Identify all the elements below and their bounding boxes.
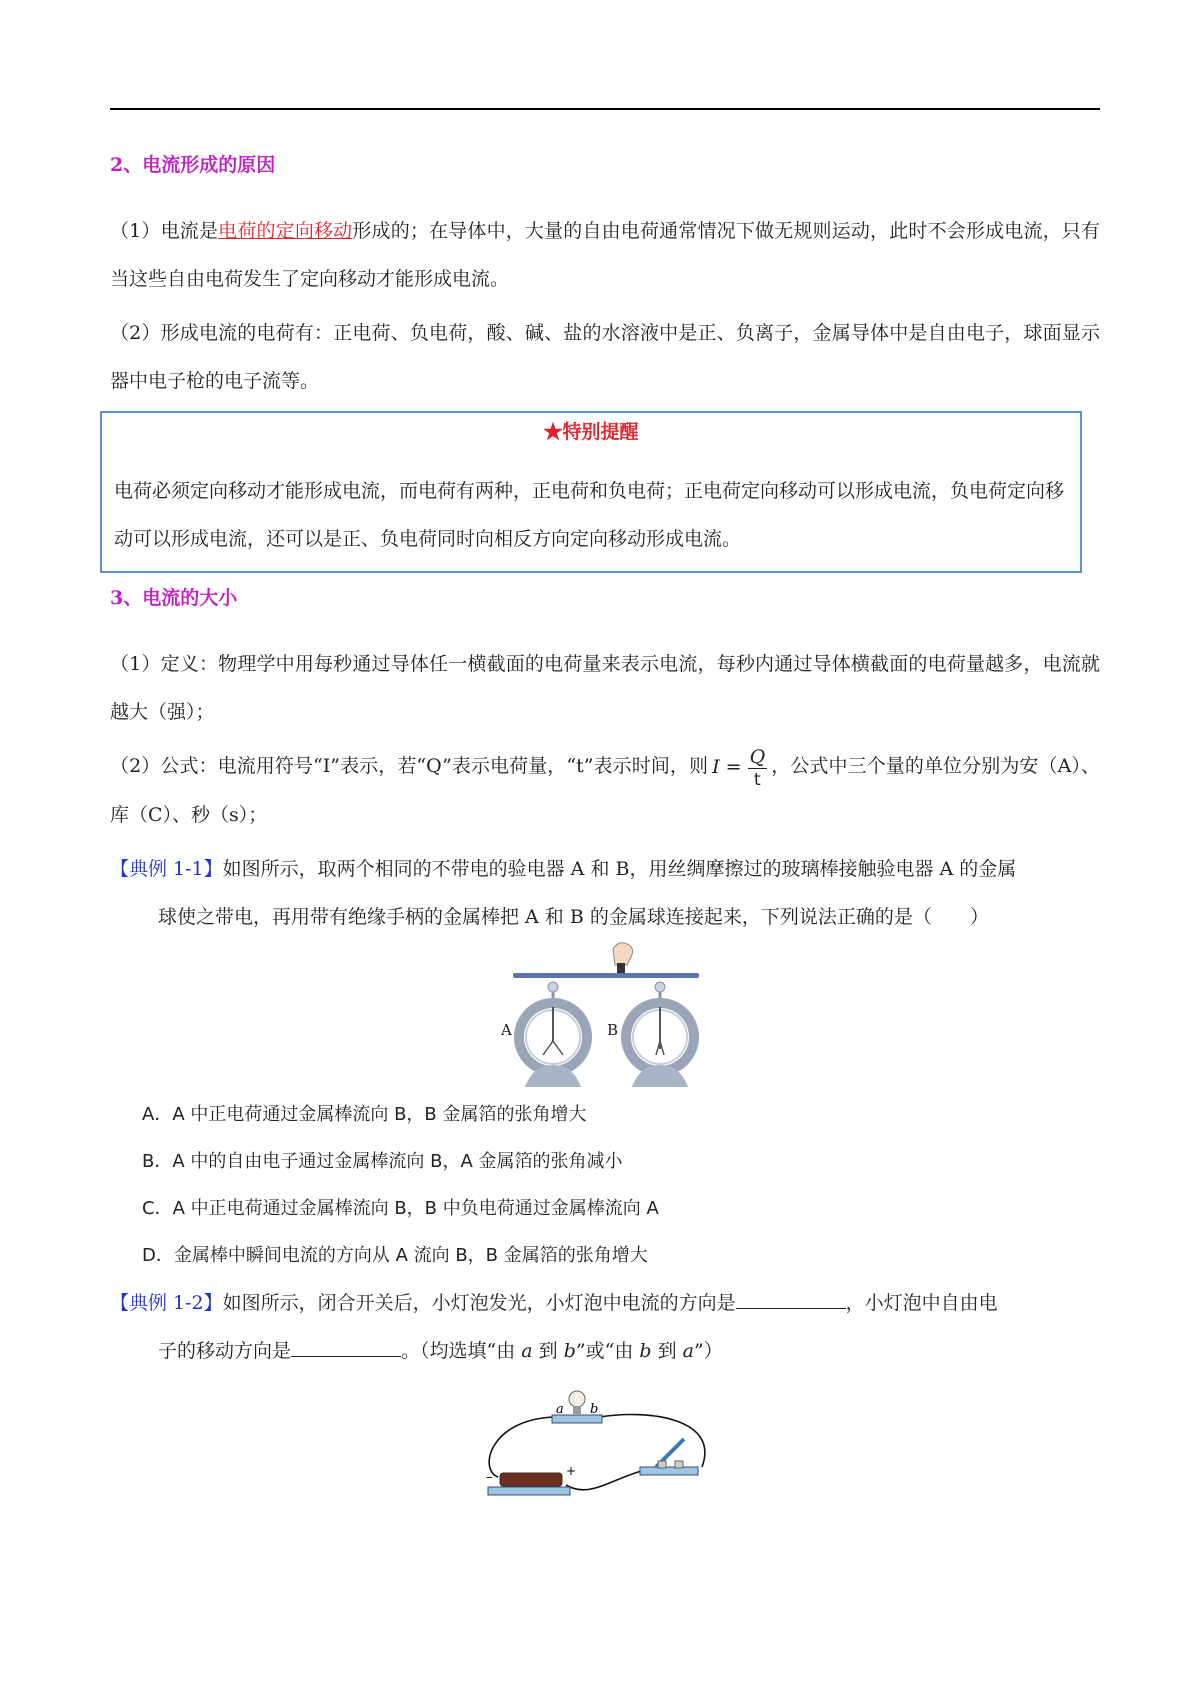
- answer-blank-1[interactable]: [736, 1288, 846, 1309]
- option-d[interactable]: D．金属棒中瞬间电流的方向从 A 流向 B，B 金属箔的张角增大: [142, 1245, 648, 1266]
- special-reminder-box: [100, 411, 1082, 573]
- option-a[interactable]: A．A 中正电荷通过金属棒流向 B，B 金属箔的张角增大: [142, 1104, 587, 1125]
- electroscope-b-label: B: [607, 1021, 619, 1039]
- current-formula: I = $\frac{Q}{t}$: [712, 745, 766, 790]
- example-2-stem: 【典例 1-2】如图所示，闭合开关后，小灯泡发光，小灯泡中电流的方向是 ，小灯泡中自由电 子的移动方向是 。（均选填“由 a 到 b”或“由 b 到 a”）: [110, 1279, 1100, 1375]
- example-1-stem: 【典例 1-1】如图所示，取两个相同的不带电的验电器 A 和 B，用丝绸摩擦过的玻璃棒接触验电器 A 的金属 球使之带电，再用带有绝缘手柄的金属棒把 A 和 B 的金属球连接起来，下列说法正确的是（ ）: [110, 858, 1017, 928]
- example-2-tag: 【典例 1-2】: [110, 1292, 223, 1314]
- electroscope-a-label: A: [501, 1021, 512, 1039]
- header-rule: [110, 108, 1100, 110]
- answer-blank-2[interactable]: [291, 1336, 401, 1357]
- content: [110, 150, 1100, 1509]
- option-b[interactable]: B．A 中的自由电子通过金属棒流向 B，A 金属箔的张角减小: [142, 1151, 623, 1172]
- section3-paragraph-1: （1）定义：物理学中用每秒通过导体任一横截面的电荷量来表示电流，每秒内通过导体横截面的电荷量越多，电流就越大（强）；: [110, 653, 1100, 723]
- special-reminder-body: 电荷必须定向移动才能形成电流，而电荷有两种，正电荷和负电荷；正电荷定向移动可以形成电流，负电荷定向移动可以形成电流，还可以是正、负电荷同时向相反方向定向移动形成电流。: [114, 480, 1065, 550]
- special-reminder-title: ★特别提醒: [543, 421, 639, 443]
- section3-paragraph-2: （2）公式：电流用符号“I”表示，若“Q”表示电荷量，“t”表示时间，则 I = $\frac{Q}{t}$ ，公式中三个量的单位分别为安（A）、库（C）、秒（s）；: [110, 742, 1100, 839]
- bulb-b-label: b: [590, 1402, 599, 1417]
- battery-minus-label: –: [486, 1470, 493, 1485]
- section2-paragraph-2: （2）形成电流的电荷有：正电荷、负电荷，酸、碱、盐的水溶液中是正、负离子，金属导体中是自由电子，球面显示器中电子枪的电子流等。: [110, 322, 1100, 392]
- option-c[interactable]: C．A 中正电荷通过金属棒流向 B，B 中负电荷通过金属棒流向 A: [142, 1198, 659, 1219]
- example-1-tag: 【典例 1-1】: [110, 858, 223, 880]
- circuit-figure: [480, 1389, 730, 1509]
- battery-plus-label: +: [566, 1464, 577, 1478]
- bulb-a-label: a: [556, 1402, 564, 1417]
- electroscope-figure: [495, 941, 715, 1091]
- section2-heading: 2、电流形成的原因: [110, 154, 276, 176]
- section2-paragraph-1: （1）电流是电荷的定向移动形成的；在导体中，大量的自由电荷通常情况下做无规则运动，此时不会形成电流，只有当这些自由电荷发生了定向移动才能形成电流。: [110, 220, 1100, 290]
- highlighted-term: 电荷的定向移动: [218, 220, 353, 242]
- section3-heading: 3、电流的大小: [110, 587, 238, 609]
